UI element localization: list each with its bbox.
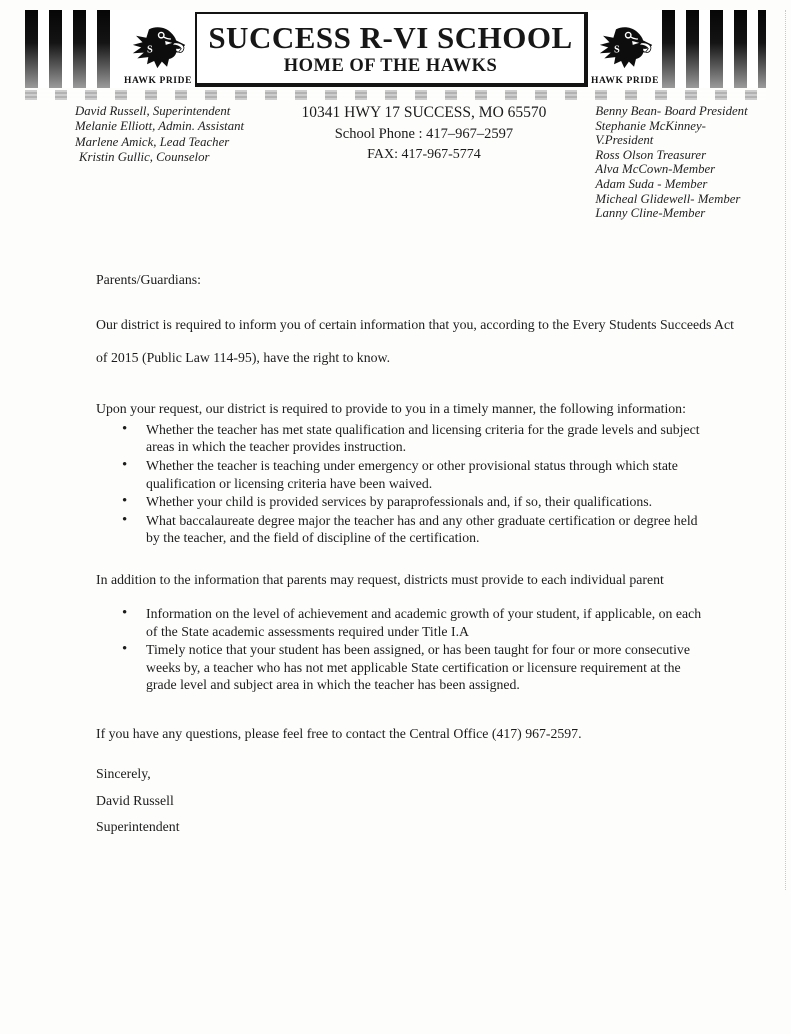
board-member-list — [595, 104, 761, 221]
list-item: • Whether the teacher is teaching under emergency or other provisional status through which state qualification or licensing criteria have been waived. — [96, 457, 711, 492]
board-line: Benny Bean- Board President — [595, 104, 748, 118]
closing-contact-line: If you have any questions, please feel free to contact the Central Office (417) 967-2597. — [96, 725, 582, 741]
staff-line: Marlene Amick, Lead Teacher — [75, 134, 230, 149]
paragraph-right-to-know: Our district is required to inform you of certain information that you, according to the Every Students Succeeds Act of 2015 (Public Law 114-95), have the right to know. — [96, 316, 734, 365]
list-item: • Whether your child is provided services by paraprofessionals and, if so, their qualifications. — [96, 493, 711, 511]
list-item: • Timely notice that your student has been assigned, or has been taught for four or more consecutive weeks by, a teacher who has not met applicable State certification or licensure requirement at the grade level and subject area in which the teacher has been assigned. — [96, 641, 711, 694]
hawk-icon — [594, 24, 656, 76]
board-line: Micheal Glidewell- Member — [595, 191, 741, 206]
stripe-decoration-left — [25, 10, 121, 88]
board-line: Ross Olson Treasurer — [595, 147, 707, 162]
staff-line: David Russell, Superintendent — [75, 104, 231, 118]
scanned-letter-page — [0, 10, 791, 1034]
staff-list — [75, 104, 277, 221]
paragraph-upon-request: Upon your request, our district is required to provide to you in a timely manner, the following information: — [96, 400, 686, 416]
signoff: Sincerely, — [96, 765, 151, 781]
signature-name: David Russell — [96, 792, 174, 808]
staff-line: Kristin Gullic, Counselor — [79, 150, 210, 165]
school-title-box — [195, 12, 588, 87]
district-provide-list — [96, 605, 711, 694]
signature-title: Superintendent — [96, 818, 180, 834]
hawk-logo-left — [121, 10, 195, 88]
list-item: • Whether the teacher has met state qualification and licensing criteria for the grade levels and subject areas in which the teacher provides instruction. — [96, 421, 711, 456]
hawk-pride-caption: HAWK PRIDE — [590, 76, 660, 86]
school-address-block — [277, 104, 572, 221]
board-line: Stephanie McKinney-V.President — [595, 118, 706, 148]
hawk-pride-caption: HAWK PRIDE — [123, 76, 193, 86]
letterhead — [25, 10, 766, 88]
hawk-logo-right — [588, 10, 662, 88]
svg-text:S: S — [147, 44, 153, 56]
staff-line: Melanie Elliott, Admin. Assistant — [75, 119, 245, 134]
school-tagline: HOME OF THE HAWKS — [283, 55, 498, 76]
paragraph-in-addition: In addition to the information that parents may request, districts must provide to each individual parent — [96, 571, 664, 587]
svg-text:S: S — [614, 44, 620, 56]
school-address: 10341 HWY 17 SUCCESS, MO 65570 — [301, 104, 547, 121]
board-line: Lanny Cline-Member — [595, 206, 706, 221]
school-phone: School Phone : 417–967–2597 — [334, 126, 514, 142]
letter-body — [96, 270, 744, 837]
school-name: SUCCESS R-VI SCHOOL — [208, 19, 573, 55]
board-line: Alva McCown-Member — [595, 162, 716, 177]
filmstrip-decoration — [25, 90, 766, 100]
scan-artifact-line — [785, 10, 786, 890]
salutation: Parents/Guardians: — [96, 271, 201, 287]
school-fax: FAX: 417-967-5774 — [367, 147, 481, 162]
hawk-icon — [127, 24, 189, 76]
stripe-decoration-right — [662, 10, 766, 88]
request-info-list — [96, 421, 711, 547]
list-item: • What baccalaureate degree major the teacher has and any other graduate certification or degree held by the teacher, and the field of discipline of the certification. — [96, 512, 711, 547]
list-item: • Information on the level of achievement and academic growth of your student, if applicable, on each of the State academic assessments required under Title I.A — [96, 605, 711, 640]
board-line: Adam Suda - Member — [595, 176, 708, 191]
letterhead-contact-row — [75, 104, 761, 221]
